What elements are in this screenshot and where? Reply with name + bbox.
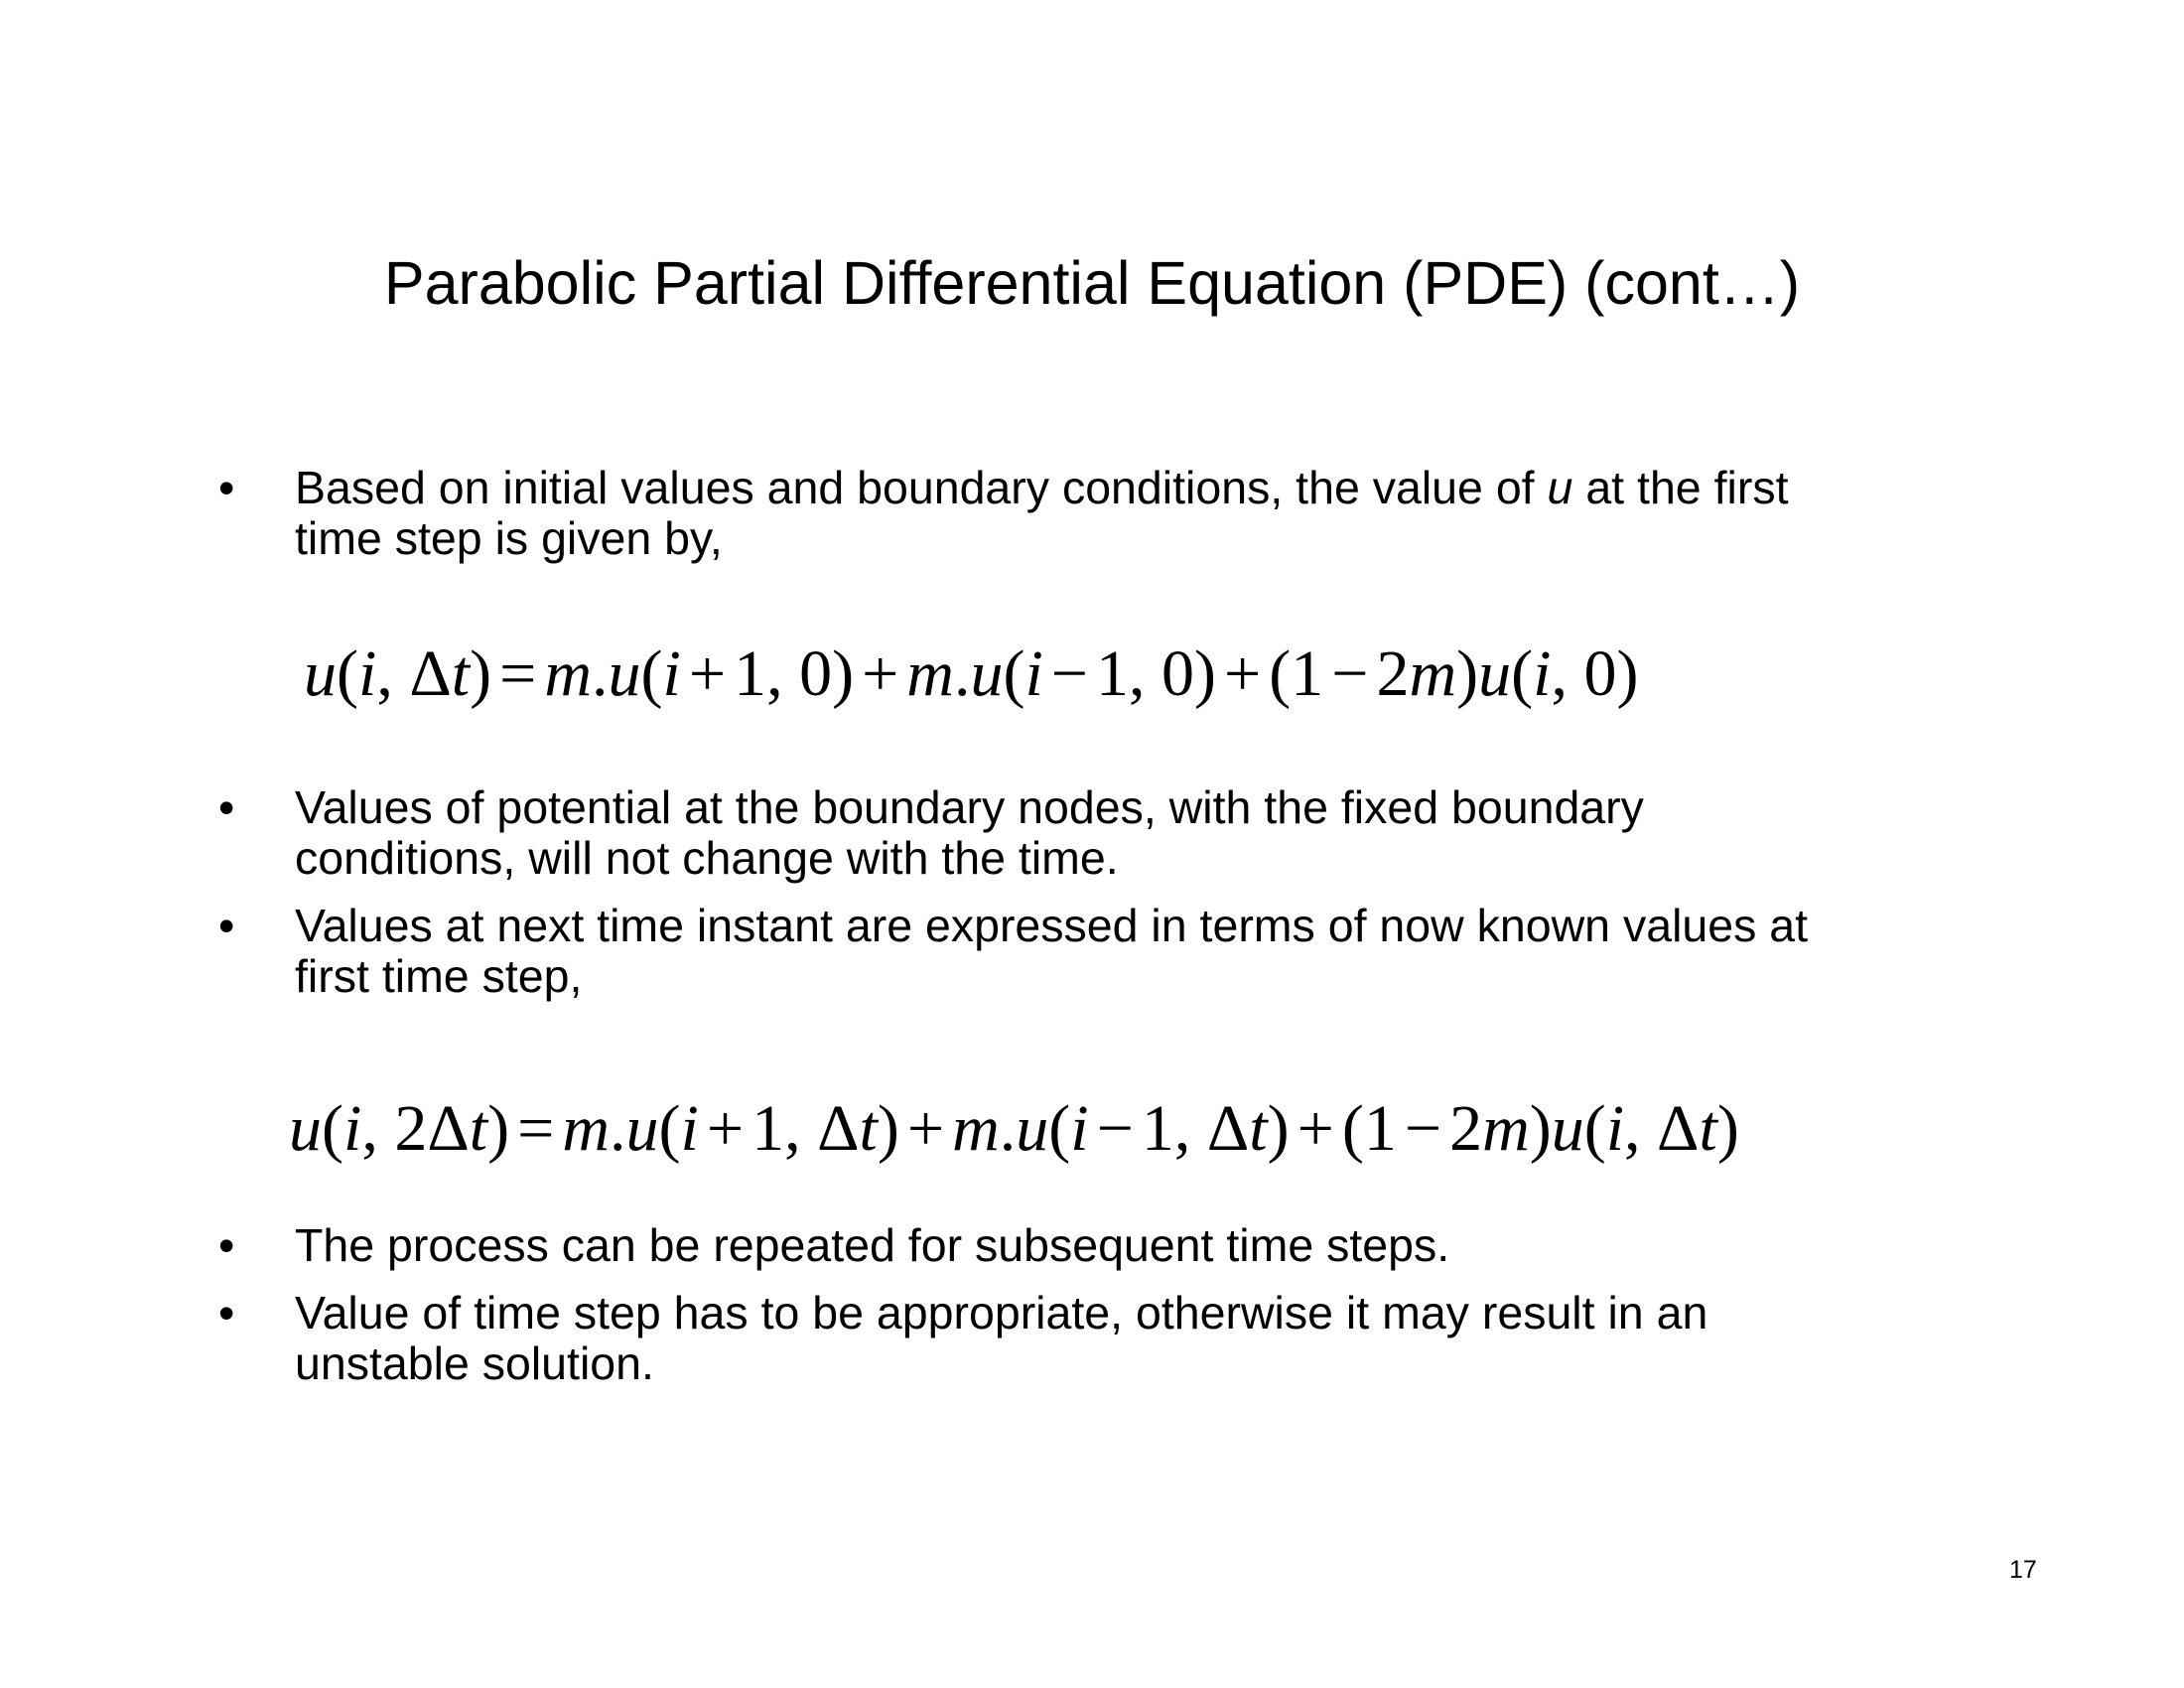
bullet-line: Value of time step has to be appropriate, otherwise it may result in an <box>295 1287 1708 1338</box>
bullet-text-segment: at the first <box>1572 462 1789 513</box>
equation-text: u(i, 2Δt) = m.u(i + 1, Δt) + m.u(i − 1, Δt) + (1 − 2m)u(i, Δt) <box>289 1092 1739 1165</box>
bullet-text <box>295 463 1789 564</box>
bullet-line: The process can be repeated for subsequent time steps. <box>295 1219 1450 1271</box>
bullet-line: conditions, will not change with the time. <box>295 832 1119 884</box>
bullet-marker: • <box>218 781 235 833</box>
bullet-marker: • <box>218 900 235 951</box>
bullet-line: Values at next time instant are expressed in terms of now known values at <box>295 900 1809 951</box>
equation-second-time-step <box>289 1089 1739 1169</box>
variable-u: u <box>1547 462 1573 513</box>
bullet-marker: • <box>218 462 235 513</box>
bullet-line: unstable solution. <box>295 1337 654 1389</box>
bullet-line: time step is given by, <box>295 512 723 564</box>
bullet-line <box>295 463 1789 513</box>
bullet-marker: • <box>218 1287 235 1338</box>
bullet-text <box>295 782 1644 884</box>
bullet-line: first time step, <box>295 950 583 1002</box>
equation-text: u(i, Δt) = m.u(i + 1, 0) + m.u(i − 1, 0) + (1 − 2m)u(i, 0) <box>304 637 1639 710</box>
slide-title: Parabolic Partial Differential Equation (PDE) (cont…) <box>383 249 1801 317</box>
page-number: 17 <box>2009 1556 2037 1584</box>
bullet-marker: • <box>218 1219 235 1271</box>
bullet-text <box>295 1288 1707 1389</box>
equation-first-time-step <box>304 634 1638 714</box>
bullet-text <box>295 901 1808 1002</box>
bullet-text <box>295 1220 1449 1271</box>
bullet-text-segment: Based on initial values and boundary conditions, the value of <box>295 462 1548 513</box>
bullet-line: Values of potential at the boundary nodes, with the fixed boundary <box>295 781 1644 833</box>
